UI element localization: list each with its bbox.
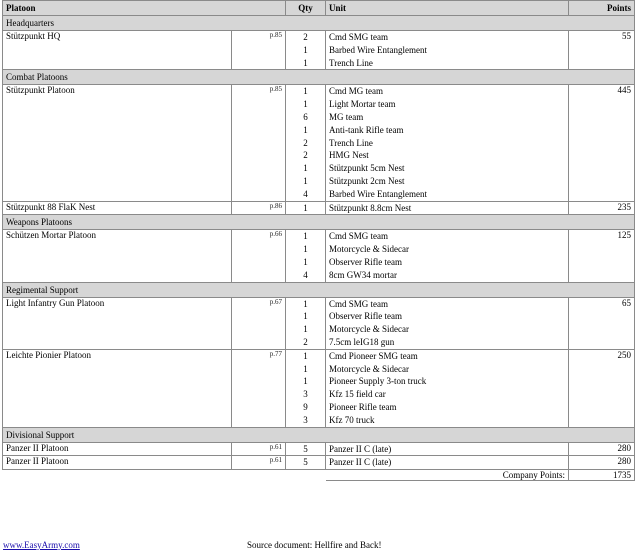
- qty-value: 1: [303, 244, 308, 255]
- footer: [2, 540, 636, 554]
- platoon-row: [3, 230, 635, 282]
- points-cell: 125: [569, 230, 635, 282]
- platoon-row: [3, 456, 635, 470]
- unit-name: Anti-tank Rifle team: [329, 124, 404, 135]
- qty-value: 2: [303, 336, 308, 347]
- qty-value: 4: [303, 269, 308, 280]
- qty-value: 6: [303, 111, 308, 122]
- page-ref: p.85: [232, 31, 286, 70]
- qty-value: 1: [303, 99, 308, 110]
- qty-value: 1: [303, 256, 308, 267]
- qty-value: 1: [303, 363, 308, 374]
- platoon-name: Panzer II Platoon: [3, 442, 232, 456]
- qty-cell: [286, 85, 326, 201]
- unit-name: Kfz 15 field car: [329, 389, 386, 400]
- unit-name: Cmd SMG team: [329, 231, 389, 242]
- section-row: [3, 282, 635, 297]
- unit-name: 7.5cm leIG18 gun: [329, 336, 395, 347]
- platoon-name: Leichte Pionier Platoon: [3, 349, 232, 427]
- army-roster: [2, 0, 636, 550]
- platoon-row: [3, 31, 635, 70]
- section-title: Headquarters: [3, 16, 635, 31]
- qty-value: 1: [303, 86, 308, 97]
- points-cell: 250: [569, 349, 635, 427]
- points-cell: 280: [569, 442, 635, 456]
- platoon-name: Stützpunkt HQ: [3, 31, 232, 70]
- roster-table: [2, 0, 635, 481]
- qty-cell: [286, 442, 326, 456]
- unit-cell: [326, 85, 569, 201]
- roster-body: [3, 16, 635, 470]
- unit-name: Motorcycle & Sidecar: [329, 324, 409, 335]
- platoon-name: Schützen Mortar Platoon: [3, 230, 232, 282]
- unit-name: Stützpunkt 5cm Nest: [329, 163, 405, 174]
- qty-cell: [286, 456, 326, 470]
- platoon-row: [3, 201, 635, 215]
- unit-name: Cmd SMG team: [329, 32, 389, 42]
- qty-value: 1: [303, 202, 308, 213]
- total-spacer: [3, 470, 326, 481]
- qty-value: 1: [303, 311, 308, 322]
- unit-name: 8cm GW34 mortar: [329, 269, 397, 280]
- unit-name: HMG Nest: [329, 150, 369, 161]
- unit-name: Stützpunkt 2cm Nest: [329, 175, 405, 186]
- qty-value: 4: [303, 188, 308, 199]
- unit-name: Light Mortar team: [329, 99, 396, 110]
- platoon-name: Stützpunkt 88 FlaK Nest: [3, 201, 232, 215]
- section-title: Weapons Platoons: [3, 215, 635, 230]
- platoon-name: Stützpunkt Platoon: [3, 85, 232, 201]
- platoon-name: Light Infantry Gun Platoon: [3, 297, 232, 349]
- platoon-row: [3, 85, 635, 201]
- qty-value: 5: [303, 443, 308, 454]
- qty-value: 1: [303, 163, 308, 174]
- unit-name: Pioneer Rifle team: [329, 401, 397, 412]
- qty-cell: [286, 230, 326, 282]
- page-ref: p.61: [232, 442, 286, 456]
- total-value: 1735: [569, 470, 635, 481]
- page-ref: p.61: [232, 456, 286, 470]
- section-row: [3, 16, 635, 31]
- unit-name: MG team: [329, 111, 364, 122]
- points-cell: 65: [569, 297, 635, 349]
- qty-value: 1: [303, 124, 308, 135]
- easyarmy-link[interactable]: www.EasyArmy.com: [3, 540, 80, 550]
- page-ref: p.86: [232, 201, 286, 215]
- qty-cell: [286, 31, 326, 70]
- unit-name: Trench Line: [329, 57, 373, 68]
- qty-value: 1: [303, 231, 308, 242]
- unit-name: Kfz 70 truck: [329, 414, 375, 425]
- page-ref: p.77: [232, 349, 286, 427]
- unit-name: Panzer II C (late): [329, 457, 392, 468]
- section-row: [3, 427, 635, 442]
- qty-value: 1: [303, 324, 308, 335]
- qty-cell: [286, 297, 326, 349]
- qty-value: 9: [303, 401, 308, 412]
- points-cell: 445: [569, 85, 635, 201]
- header-qty: Qty: [286, 1, 326, 16]
- qty-value: 3: [303, 389, 308, 400]
- points-cell: 235: [569, 201, 635, 215]
- unit-cell: [326, 349, 569, 427]
- qty-value: 1: [303, 175, 308, 186]
- unit-name: Trench Line: [329, 137, 373, 148]
- unit-name: Stützpunkt 8.8cm Nest: [329, 202, 412, 213]
- qty-cell: [286, 201, 326, 215]
- qty-value: 1: [303, 298, 308, 309]
- unit-cell: [326, 297, 569, 349]
- qty-value: 3: [303, 414, 308, 425]
- platoon-row: [3, 442, 635, 456]
- qty-cell: [286, 349, 326, 427]
- points-cell: 280: [569, 456, 635, 470]
- qty-value: 2: [303, 150, 308, 161]
- unit-name: Cmd MG team: [329, 86, 384, 97]
- page-ref: p.66: [232, 230, 286, 282]
- unit-cell: [326, 442, 569, 456]
- qty-value: 2: [303, 137, 308, 148]
- section-row: [3, 70, 635, 85]
- unit-name: Panzer II C (late): [329, 443, 392, 454]
- unit-cell: [326, 201, 569, 215]
- points-cell: 55: [569, 31, 635, 70]
- unit-cell: [326, 31, 569, 70]
- unit-name: Motorcycle & Sidecar: [329, 244, 409, 255]
- platoon-name: Panzer II Platoon: [3, 456, 232, 470]
- unit-name: Observer Rifle team: [329, 311, 402, 322]
- total-row: [3, 470, 635, 481]
- unit-name: Observer Rifle team: [329, 256, 402, 267]
- qty-value: 1: [303, 376, 308, 387]
- qty-value: 5: [303, 457, 308, 468]
- section-title: Regimental Support: [3, 282, 635, 297]
- section-title: Combat Platoons: [3, 70, 635, 85]
- unit-name: Barbed Wire Entanglement: [329, 44, 427, 55]
- page-ref: p.67: [232, 297, 286, 349]
- header-unit: Unit: [326, 1, 569, 16]
- page-ref: p.85: [232, 85, 286, 201]
- unit-name: Motorcycle & Sidecar: [329, 363, 409, 374]
- platoon-row: [3, 297, 635, 349]
- header-points: Points: [569, 1, 635, 16]
- unit-name: Cmd Pioneer SMG team: [329, 350, 418, 361]
- section-row: [3, 215, 635, 230]
- qty-value: 1: [303, 44, 308, 55]
- platoon-row: [3, 349, 635, 427]
- unit-name: Cmd SMG team: [329, 298, 389, 309]
- header-platoon: Platoon: [3, 1, 286, 16]
- qty-value: 2: [303, 32, 308, 42]
- unit-cell: [326, 456, 569, 470]
- unit-name: Barbed Wire Entanglement: [329, 188, 427, 199]
- unit-cell: [326, 230, 569, 282]
- qty-value: 1: [303, 350, 308, 361]
- header-row: [3, 1, 635, 16]
- section-title: Divisional Support: [3, 427, 635, 442]
- source-document: Source document: Hellfire and Back!: [247, 540, 382, 550]
- total-label: Company Points:: [326, 470, 569, 481]
- unit-name: Pioneer Supply 3-ton truck: [329, 376, 427, 387]
- qty-value: 1: [303, 57, 308, 68]
